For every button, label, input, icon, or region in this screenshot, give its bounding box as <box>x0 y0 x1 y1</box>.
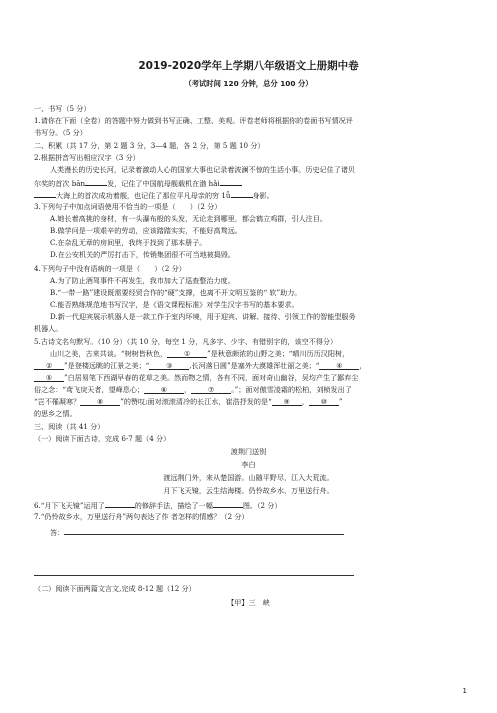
q5-line3 <box>34 373 358 383</box>
poem-line-1: 渡远荆门外，来从楚国游。山随平野尽，江入大荒流。 <box>163 473 334 482</box>
q5-line6: 的思乡之情。 <box>34 409 77 418</box>
q5-blank-6[interactable]: ⑥ <box>144 385 184 394</box>
q2-text: 身影。 <box>252 191 274 200</box>
q7-answer <box>50 526 344 538</box>
q2-passage-line2 <box>34 177 242 189</box>
divider-line <box>34 575 354 576</box>
part2-heading: （二）阅读下面两篇文言文,完成 8-12 题（12 分） <box>34 584 196 593</box>
q4-option-d-cont: 机器人。 <box>34 324 63 333</box>
poem-line-2: 月下飞天镜，云生结海楼。仍怜故乡水，万里送行舟。 <box>163 486 334 495</box>
page-title: 2019-2020学年上学期八年级语文上册期中卷 <box>138 60 359 72</box>
q6-text: 6.“月下飞天镜”运用了 <box>34 501 105 510</box>
q2-passage-line3 <box>34 189 274 201</box>
part1-heading: （一）阅读下面古诗，完成 6-7 题（4 分） <box>34 434 171 443</box>
q7-answer-line[interactable] <box>64 526 344 535</box>
q1-text: 1.请你在下面（全卷）的答题中努力做到书写正确、工整、美观。评卷老师将根据你的卷面书写情况评 <box>34 116 353 125</box>
q5-text: ”是秋意颇浓的山野之美；“晴川历历汉阳树， <box>207 349 350 358</box>
q5-text: ”的赞叹;面对滚滚清冷的长江水，崔浩抒发的是“ <box>120 397 272 406</box>
q5-blank-4[interactable]: ④ <box>319 361 359 370</box>
q5-text: 。”；面对傲雪凌霜的松柏，刘桢发出了 <box>231 385 352 394</box>
section-heading-writing: 一、书写（5 分） <box>34 104 91 113</box>
page-number: 1 <box>462 687 467 695</box>
q6-blank-2[interactable] <box>213 499 243 508</box>
q4-option-d: D.新一代迎宾展示机器人是一款工作于室内环境，用于迎宾、讲解、接待、引领工作的智能型服务 <box>50 312 356 321</box>
answer-label: 答： <box>50 528 65 537</box>
q6-blank-1[interactable] <box>105 499 135 508</box>
q4-option-a: A.为了防止酒驾事件不再发生，我市加大了巡查整治力度。 <box>50 276 235 285</box>
q5-blank-9[interactable]: ⑨ <box>272 397 302 406</box>
q5-text: ， <box>359 361 367 370</box>
q2-text: 大海上的首次成功着舰，也记住了那位平凡母亲的穷 1ǚ <box>56 191 231 200</box>
q5-text: “岂不罹凝寒？ <box>34 397 81 406</box>
q5-line1 <box>50 349 349 359</box>
page-subtitle: （考试时间 120 分钟，总分 100 分） <box>184 79 313 88</box>
section-heading-reading: 三、阅读（共 41 分） <box>34 422 105 431</box>
q5-line4 <box>34 385 352 395</box>
q4-option-b: B.“一带一路”建设既需要经贸合作的“硬”支撑，也离不开文明互鉴的“ 软”助力。 <box>50 288 302 297</box>
q6-text: 图。（2 分） <box>242 501 282 510</box>
q1-text-cont: 书写分。（5 分） <box>34 128 87 137</box>
q7: 7.“仍怜故乡水，万里送行舟”两句表达了作 者怎样的情感？（2 分） <box>34 512 249 521</box>
q5-line2 <box>34 361 367 371</box>
q5-text: 山川之美，古来共谈。“树树皆秋色， <box>50 349 168 358</box>
q5-title: 5.古诗文名句默写。（10 分）（共 10 分，每空 1 分，凡多字、少字、有错别字的，该空不得分） <box>34 337 338 346</box>
q2-blank-2b[interactable] <box>34 189 56 198</box>
section-heading-accumulation: 二、积累（共 17 分，第 2 题 3 分，3—4 题，各 2 分，第 5 题 10 分） <box>34 141 265 150</box>
q2-text: 尔奖的首次 bān <box>34 179 86 188</box>
q3-option-b: B.做学问是一项艰辛的劳动，应该踏踏实实，不能好高骛远。 <box>50 226 242 235</box>
q5-blank-1[interactable]: ① <box>167 349 207 358</box>
q5-text: ， <box>301 397 309 406</box>
q6-text: 的修辞手法，描绘了一幅 <box>134 501 213 510</box>
q2-title: 2.根据拼音写出相应汉字（3 分） <box>34 153 140 162</box>
q3-option-d: D.在公安机关的严厉打击下，传销集团很不可当地被捣毁。 <box>50 250 236 259</box>
q5-text: ” <box>338 397 343 406</box>
q2-blank-1[interactable] <box>85 177 107 186</box>
q5-blank-8[interactable]: ⑧ <box>80 397 120 406</box>
poem-author: 李白 <box>241 460 256 469</box>
q2-passage-line1: 人类漫长的历史长河，记录着激动人心的国家大事也记录着波澜不惊的生活小事。历史记住了诸贝 <box>50 165 356 174</box>
q5-text: 俗之念：“鸢飞戾天者，望峰息心； <box>34 385 145 394</box>
q5-blank-5[interactable]: ⑤ <box>34 373 64 382</box>
q3-option-c: C.在杂乱无章的房间里，我终于找到了那本册子。 <box>50 238 207 247</box>
q5-blank-7[interactable]: ⑦ <box>191 385 231 394</box>
q5-blank-2[interactable]: ② <box>34 361 64 370</box>
q3-option-a: A.她长着高挑的身材，有一头瀑布般的头发，无论走到哪里，都会鹤立鸡群，引人注目。 <box>50 214 327 223</box>
q2-blank-3[interactable] <box>231 189 253 198</box>
q5-blank-3[interactable]: ③ <box>149 361 189 370</box>
q2-text: 发，记住了中国航母舰载机在渤 hǎi <box>107 179 220 188</box>
q5-text: ”白居易笔下西湖早春的花草之美。然而物之情，各有不同，面对奇山幽谷，吴均产生了鄙弃尘 <box>64 373 359 382</box>
q3-title: 3.下列句子中加点词语使用不恰当的一项是（ ）（2 分） <box>34 202 222 211</box>
q5-blank-10[interactable]: ⑩ <box>309 397 339 406</box>
q5-text: ， <box>184 385 192 394</box>
q6 <box>34 499 282 511</box>
q5-text: ”是登楼远眺的江景之美；“ <box>64 361 150 370</box>
part2-subtitle: 【甲】三 峡 <box>227 598 270 607</box>
q5-line5 <box>34 397 342 407</box>
q2-blank-2[interactable] <box>220 177 242 186</box>
q4-title: 4.下列句子中没有语病的一项是（ ）（2 分） <box>34 264 186 273</box>
q4-option-c: C.能否熟练规范地书写汉字，是《语文课程标准》对学生汉字书写的基本要求。 <box>50 300 299 309</box>
poem-title: 渡荆门送别 <box>230 447 267 456</box>
q5-text: ,长河落日圆”是塞外大漠雄浑壮丽之美；“ <box>189 361 320 370</box>
